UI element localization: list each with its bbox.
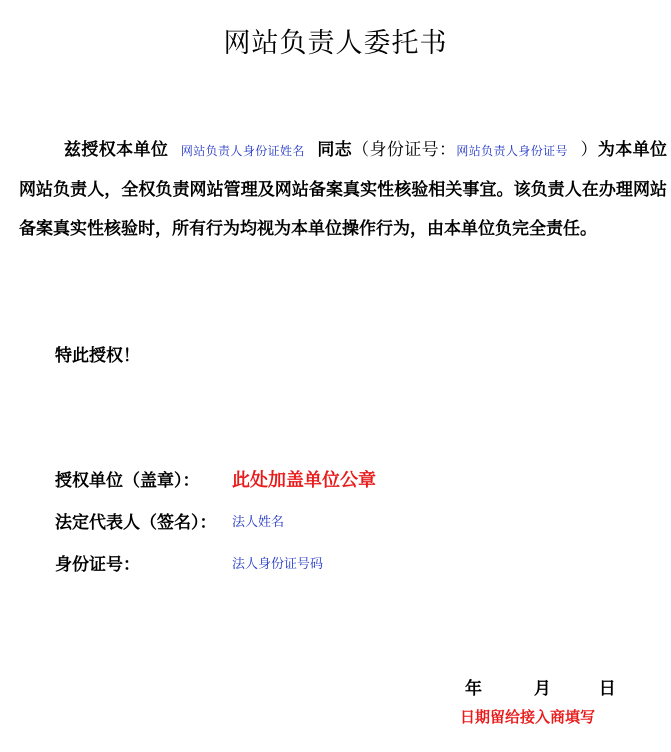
intro-text: 兹授权本单位	[64, 140, 169, 160]
id-row	[55, 550, 324, 580]
date-month: 月	[533, 679, 551, 699]
id-label: 身份证号：	[55, 555, 140, 575]
legal-rep-label: 法定代表人（签名）：	[55, 513, 217, 533]
unit-row	[55, 466, 376, 496]
body-rest-text: 为本单位网站负责人，全权负责网站管理及网站备案真实性核验相关事宜。该负责人在办理网站备案真实性核验时，所有行为均视为本单位操作行为，由本单位负完全责任。	[19, 140, 668, 239]
id-number-placeholder: 网站负责人身份证号	[456, 144, 568, 158]
date-note: 日期留给接入商填写	[460, 708, 596, 726]
document-title: 网站负责人委托书	[223, 28, 448, 59]
comrade-text: 同志	[317, 140, 353, 160]
legal-rep-row	[55, 508, 285, 538]
legal-rep-id-placeholder: 法人身份证号码	[232, 557, 324, 572]
authorization-paragraph	[19, 131, 667, 249]
date-day: 日	[598, 679, 616, 699]
legal-rep-name-placeholder: 法人姓名	[232, 515, 285, 530]
unit-label: 授权单位（盖章）：	[55, 471, 200, 491]
unit-stamp-placeholder: 此处加盖单位公章	[232, 470, 376, 491]
special-authorization: 特此授权！	[55, 346, 140, 366]
person-name-placeholder: 网站负责人身份证姓名	[180, 144, 305, 158]
date-line	[465, 675, 616, 703]
id-open-text: （身份证号：	[352, 140, 457, 160]
id-close-text: ）	[580, 140, 598, 160]
date-year: 年	[465, 679, 482, 699]
